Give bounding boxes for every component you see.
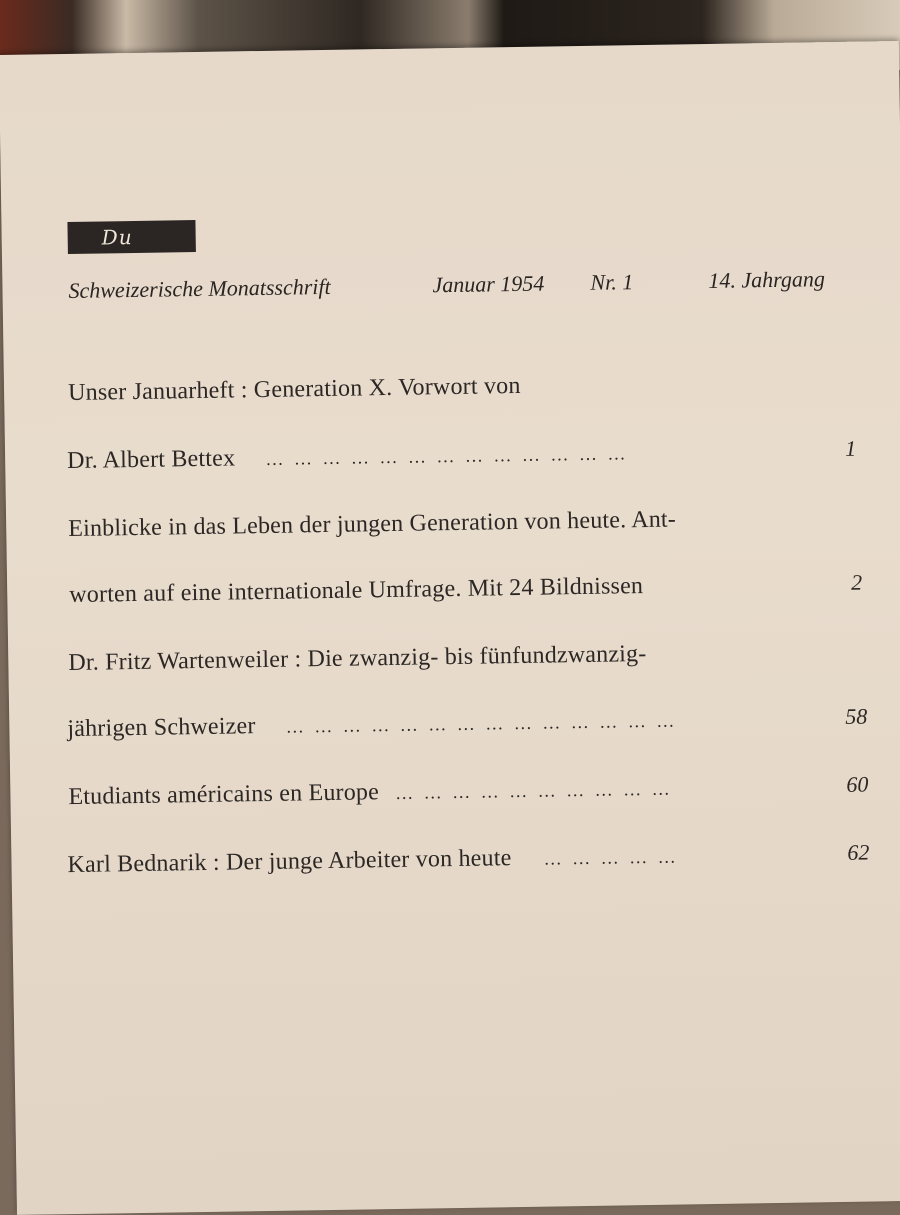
leader-dots: … … … … … … … … … … … … …: [265, 443, 629, 469]
toc-entry-5-title: Karl Bednarik : Der junge Arbeiter von heute: [67, 845, 512, 879]
toc-entry-5-line-1: [67, 842, 679, 879]
issue-number: Nr. 1: [590, 269, 634, 295]
toc-entry-3-line-1: Dr. Fritz Wartenweiler : Die zwanzig- bis fünfundzwanzig-: [68, 640, 647, 677]
toc-entry-4-line-1: [68, 775, 673, 811]
toc-entry-5-page: 62: [847, 839, 870, 865]
toc-entry-1-line-2: [67, 439, 629, 475]
toc-entry-2-line-1: Einblicke in das Leben der jungen Generation von heute. Ant-: [68, 506, 677, 543]
toc-entry-3-page: 58: [845, 703, 868, 729]
toc-entry-2-page: 2: [850, 569, 863, 595]
volume: 14. Jahrgang: [708, 266, 826, 293]
toc-entry-3-title: jährigen Schweizer: [67, 713, 256, 743]
toc-entry-1-author: Dr. Albert Bettex: [66, 445, 236, 475]
masthead: [2, 265, 900, 319]
leader-dots: … … … … … … … … … …: [395, 778, 673, 803]
toc-entry-3-line-2: [67, 707, 677, 744]
toc-entry-4-title: Etudiants américains en Europe: [68, 779, 380, 811]
toc-entry-2-line-2: worten auf eine internationale Umfrage. Mit 24 Bildnissen: [69, 573, 644, 609]
toc-entry-1-page: 1: [844, 435, 857, 461]
publication-name: Schweizerische Monatsschrift: [68, 273, 331, 304]
du-logo: Du: [67, 220, 195, 254]
toc-entry-4-page: 60: [846, 771, 869, 797]
magazine-page: [0, 41, 900, 1215]
leader-dots: … … … … … … … … … … … … … …: [285, 710, 678, 737]
leader-dots: … … … … …: [543, 846, 679, 869]
toc-entry-1-line-1: Unser Januarheft : Generation X. Vorwort von: [67, 372, 521, 407]
issue-date: Januar 1954: [432, 270, 545, 298]
